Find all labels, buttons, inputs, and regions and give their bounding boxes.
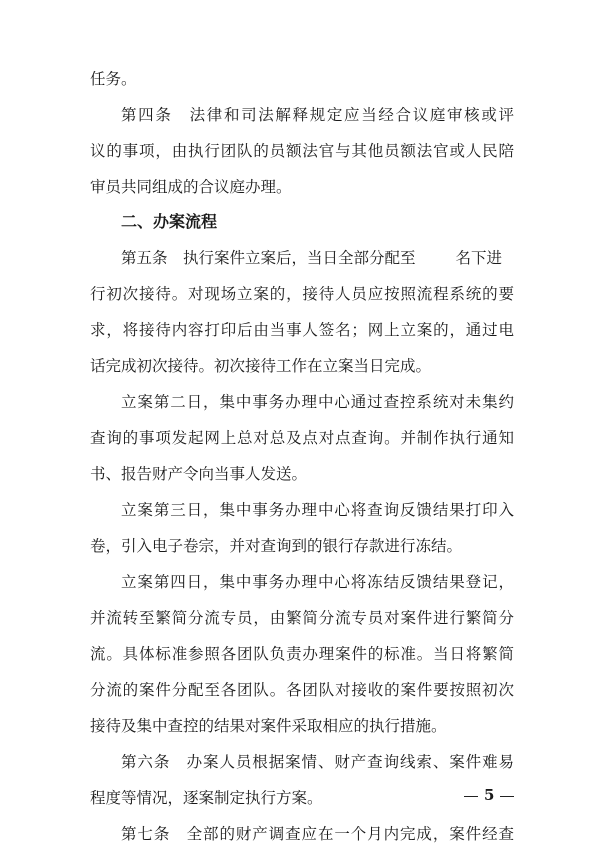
- text-line: 流。具体标准参照各团队负责办理案件的标准。当日将繁简: [90, 645, 514, 663]
- text-line: 分流的案件分配至各团队。各团队对接收的案件要按照初次: [90, 681, 514, 699]
- text-line: 程度等情况，逐案制定执行方案。: [90, 789, 323, 807]
- paragraph-line: 立案第二日，集中事务办理中心通过查控系统对未集约: [121, 393, 514, 411]
- page-number-value: 5: [484, 786, 495, 804]
- paragraph-line: 立案第三日，集中事务办理中心将查询反馈结果打印入: [121, 501, 514, 519]
- article-5-line: [121, 247, 514, 269]
- dash-right: [500, 796, 514, 797]
- dash-left: [464, 796, 478, 797]
- paragraph-line: 立案第四日，集中事务办理中心将冻结反馈结果登记，: [121, 573, 514, 591]
- article-7-line: 第七条 全部的财产调查应在一个月内完成，案件经查: [121, 825, 514, 843]
- section-heading: 二、办案流程: [121, 212, 218, 231]
- text-line: 卷，引入电子卷宗，并对查询到的银行存款进行冻结。: [90, 537, 463, 555]
- text-line: 任务。: [90, 70, 137, 88]
- text-line: 接待及集中查控的结果对案件采取相应的执行措施。: [90, 717, 447, 735]
- article-5-text-tail: 名下进: [455, 249, 503, 267]
- text-line: 审员共同组成的合议庭办理。: [90, 178, 292, 196]
- article-6-line: 第六条 办案人员根据案情、财产查询线索、案件难易: [121, 753, 514, 771]
- text-line: 求，将接待内容打印后由当事人签名；网上立案的，通过电: [90, 321, 514, 339]
- article-4-line: 第四条 法律和司法解释规定应当经合议庭审核或评: [121, 106, 514, 124]
- text-line: 话完成初次接待。初次接待工作在立案当日完成。: [90, 357, 432, 375]
- article-5-text: 第五条 执行案件立案后，当日全部分配至: [121, 249, 416, 267]
- text-line: 行初次接待。对现场立案的，接待人员应按照流程系统的要: [90, 285, 514, 303]
- text-line: 查询的事项发起网上总对总及点对点查询。并制作执行通知: [90, 429, 514, 447]
- text-line: 书、报告财产令向当事人发送。: [90, 465, 308, 483]
- text-line: 并流转至繁简分流专员，由繁简分流专员对案件进行繁简分: [90, 609, 514, 627]
- text-line: 议的事项，由执行团队的员额法官与其他员额法官或人民陪: [90, 142, 514, 160]
- page-number: [458, 785, 520, 805]
